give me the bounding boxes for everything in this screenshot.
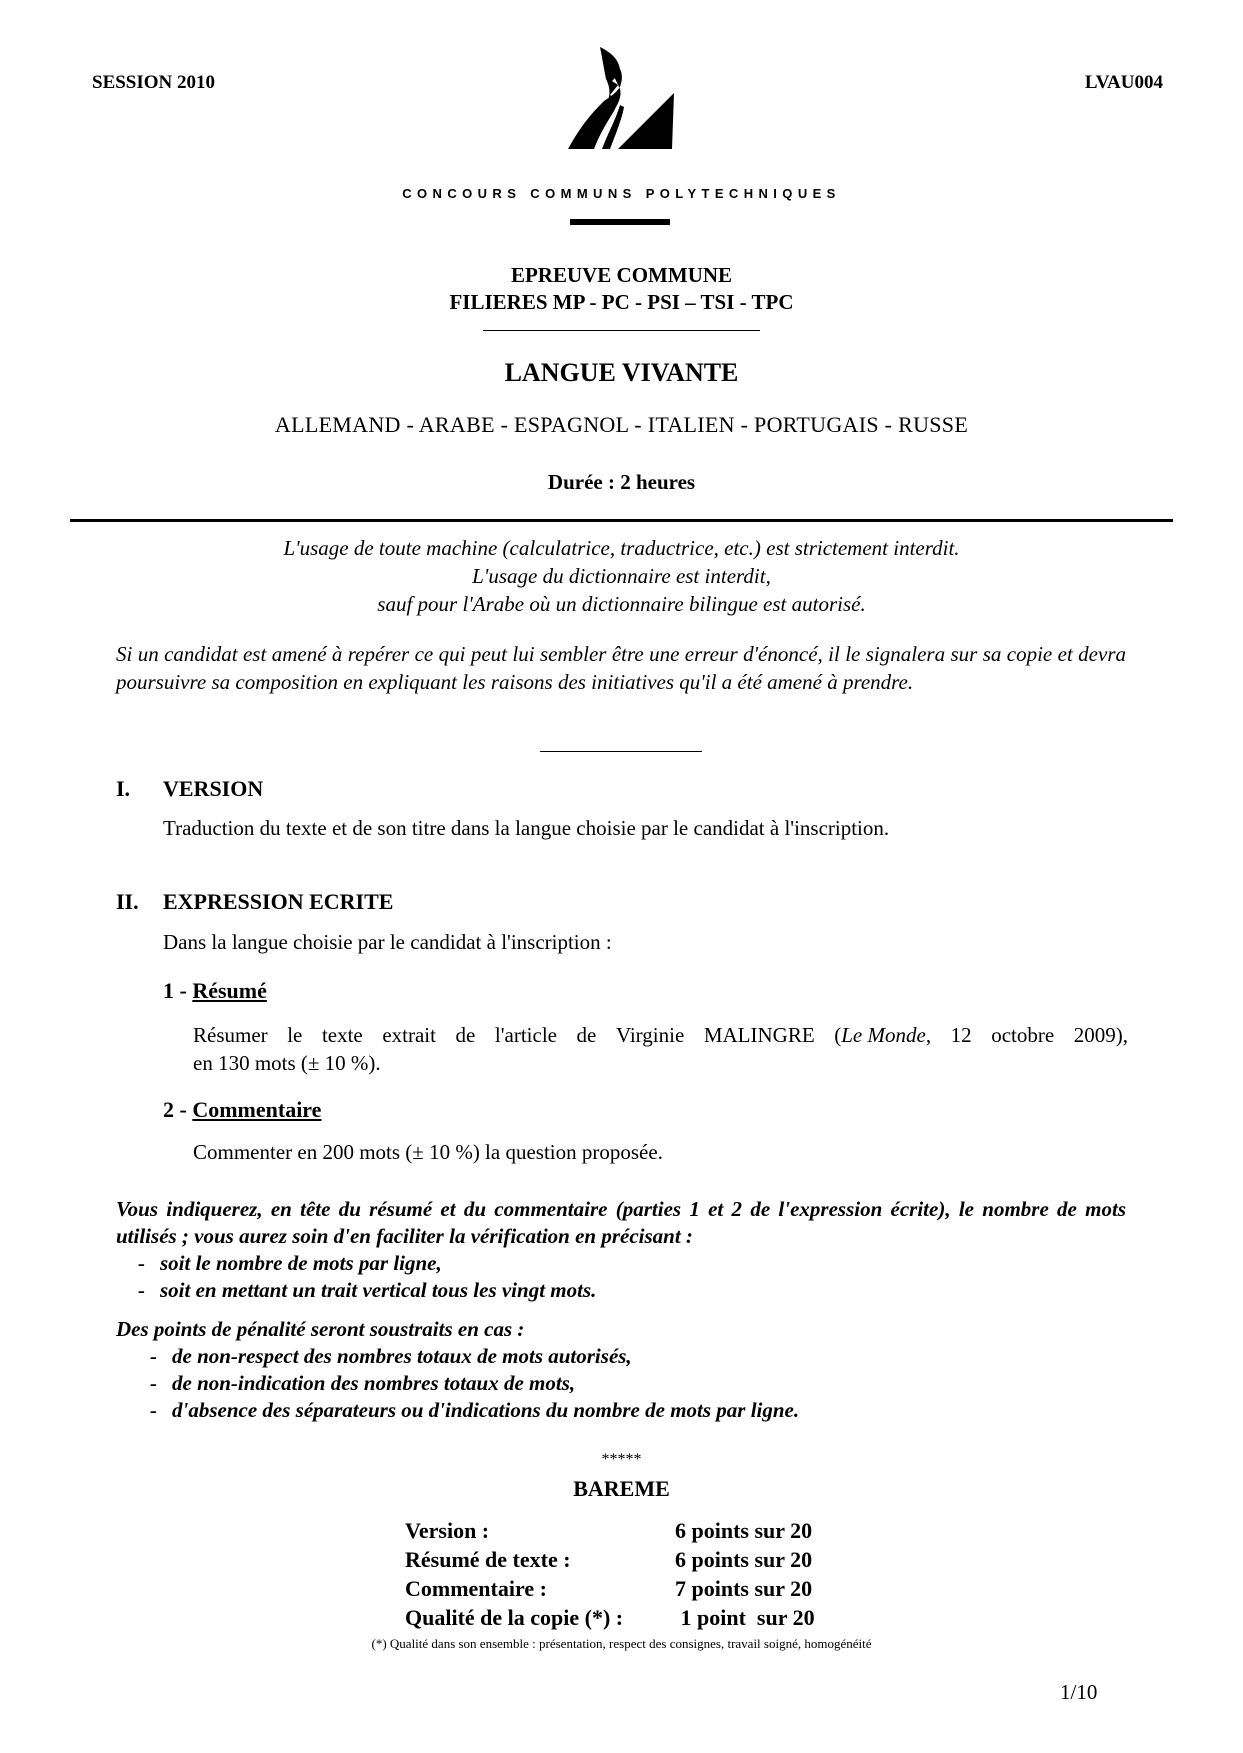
instructions-text: Vous indiquerez, en tête du résumé et du commentaire (parties 1 et 2 de l'expression écrite), le nombre de mots utilisés ; vous aurez soin d'en faciliter la vérification en précisant : (116, 1197, 1126, 1248)
instructions-list (138, 1250, 596, 1304)
bareme-row (405, 1547, 815, 1576)
part2-number: 2 - (163, 1097, 193, 1122)
penalties-text: Des points de pénalité seront soustraits en cas : (116, 1317, 525, 1341)
part1-text (193, 1021, 1128, 1077)
logo-underline (570, 219, 670, 225)
part1-number: 1 - (163, 978, 193, 1003)
part1-year: 2009), (1073, 1023, 1128, 1047)
penalties-list (150, 1343, 799, 1424)
part1-heading (163, 978, 267, 1004)
ccp-logo-icon (560, 45, 690, 155)
part1-word-3: texte (321, 1023, 363, 1047)
document-code: LVAU004 (1084, 72, 1163, 93)
rule-dictionary: L'usage du dictionnaire est interdit, (472, 564, 771, 588)
section1-number: I. (116, 776, 131, 801)
bareme-row-label: Version : (405, 1518, 490, 1543)
rule-arabic: sauf pour l'Arabe où un dictionnaire bilingue est autorisé. (377, 592, 866, 616)
instructions-item: - soit le nombre de mots par ligne, (138, 1250, 596, 1277)
bareme-note: (*) Qualité dans son ensemble : présentation, respect des consignes, travail soigné, homogénéité (371, 1636, 872, 1651)
bareme-stars: ***** (601, 1451, 642, 1468)
section1-title: VERSION (163, 776, 264, 801)
part2-text: Commenter en 200 mots (± 10 %) la question proposée. (193, 1140, 663, 1164)
part1-source: (Le Monde, (834, 1023, 932, 1047)
bareme-row-label: Résumé de texte : (405, 1547, 571, 1572)
instructions-item: - soit en mettant un trait vertical tous les vingt mots. (138, 1277, 596, 1304)
logo-text: CONCOURS COMMUNS POLYTECHNIQUES (402, 186, 841, 201)
title-divider (483, 330, 760, 331)
section2-title: EXPRESSION ECRITE (163, 889, 394, 914)
bareme-row-label: Commentaire : (405, 1576, 547, 1601)
bareme-row-points: 1 point sur 20 (675, 1605, 815, 1630)
part1-word-2: le (287, 1023, 303, 1047)
part2-title: Commentaire (192, 1097, 322, 1122)
part1-word-5: de (455, 1023, 476, 1047)
part2-heading (163, 1097, 321, 1123)
duration: Durée : 2 heures (547, 470, 696, 494)
session-label: SESSION 2010 (92, 72, 216, 93)
part1-author: MALINGRE (703, 1023, 815, 1047)
bareme-title: BAREME (573, 1476, 670, 1501)
section1-text: Traduction du texte et de son titre dans la langue choisie par le candidat à l'inscription. (163, 816, 890, 840)
section2-intro: Dans la langue choisie par le candidat à l'inscription : (163, 930, 612, 954)
epreuve-title: EPREUVE COMMUNE (510, 263, 733, 287)
bareme-row-points: 6 points sur 20 (675, 1547, 813, 1572)
bareme-row (405, 1605, 815, 1634)
notice-divider (540, 751, 702, 752)
bareme-row-label: Qualité de la copie (*) : (405, 1605, 624, 1630)
part1-word-7: de (576, 1023, 597, 1047)
bareme-row-points: 7 points sur 20 (675, 1576, 813, 1601)
page-number: 1/10 (1060, 1680, 1098, 1704)
penalties-item: - d'absence des séparateurs ou d'indications du nombre de mots par ligne. (150, 1397, 799, 1424)
bareme-row-points: 6 points sur 20 (675, 1518, 813, 1543)
main-title: LANGUE VIVANTE (504, 358, 739, 387)
header-rule (70, 519, 1173, 522)
penalties-item: - de non-respect des nombres totaux de mots autorisés, (150, 1343, 799, 1370)
bareme-table (405, 1518, 815, 1634)
part1-month: octobre (991, 1023, 1055, 1047)
bareme-row (405, 1576, 815, 1605)
penalties-item: - de non-indication des nombres totaux de mots, (150, 1370, 799, 1397)
part1-word-1: Résumer (193, 1023, 268, 1047)
error-notice: Si un candidat est amené à repérer ce qui peut lui sembler être une erreur d'énoncé, il le signalera sur sa copie et devra poursuivre sa composition en expliquant les raisons des initiatives qu'il a été amené à prendre. (116, 642, 1126, 694)
part1-word-4: extrait (382, 1023, 436, 1047)
part1-word-6: l'article (494, 1023, 557, 1047)
part1-title: Résumé (192, 978, 267, 1003)
languages-list: ALLEMAND - ARABE - ESPAGNOL - ITALIEN - PORTUGAIS - RUSSE (274, 412, 969, 437)
part1-text-line2: en 130 mots (± 10 %). (193, 1051, 381, 1075)
bareme-row (405, 1518, 815, 1547)
part1-day: 12 (950, 1023, 972, 1047)
section2-number: II. (116, 889, 139, 914)
filieres-title: FILIERES MP - PC - PSI – TSI - TPC (449, 290, 794, 314)
part1-word-8: Virginie (615, 1023, 685, 1047)
rule-machines: L'usage de toute machine (calculatrice, traductrice, etc.) est strictement interdit. (283, 536, 960, 560)
